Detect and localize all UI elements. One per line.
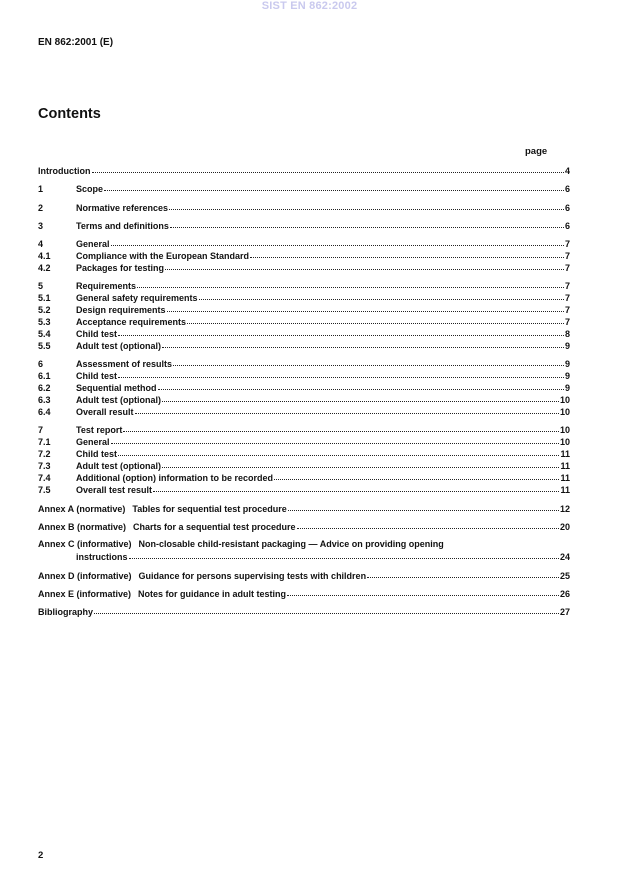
toc-entry-number: 2 xyxy=(38,203,44,213)
dot-leader xyxy=(94,604,559,614)
toc-entry-number: 5.3 xyxy=(38,317,51,327)
toc-entry-page: 7 xyxy=(564,263,570,273)
toc-entry-number: 4.2 xyxy=(38,263,51,273)
toc-entry-number: 4.1 xyxy=(38,251,51,261)
toc-entry[interactable] xyxy=(38,201,570,213)
dot-leader xyxy=(118,446,559,456)
toc-entry-number: 7.5 xyxy=(38,485,51,495)
dot-leader xyxy=(167,302,564,312)
watermark: SIST EN 862:2002 xyxy=(261,0,358,12)
toc-entry-title: Terms and definitions xyxy=(76,221,169,231)
dot-leader xyxy=(118,326,564,336)
dot-leader xyxy=(118,368,564,378)
toc-entry-page: 9 xyxy=(564,359,570,369)
toc-entry-page: 6 xyxy=(564,203,570,213)
toc-entry-number: 6.2 xyxy=(38,383,51,393)
toc-entry[interactable] xyxy=(38,405,570,417)
dot-leader xyxy=(287,586,559,596)
contents-title: Contents xyxy=(38,106,101,122)
dot-leader xyxy=(199,290,564,300)
toc-entry-title: Adult test (optional) xyxy=(76,395,161,405)
dot-leader xyxy=(162,392,559,402)
annex-title: Charts for a sequential test procedure xyxy=(133,522,296,532)
toc-entry-title: Child test xyxy=(76,371,118,381)
toc-entry-number: 7.4 xyxy=(38,473,51,483)
annex-title: Tables for sequential test procedure xyxy=(132,504,287,514)
toc-entry-number: 6.4 xyxy=(38,407,51,417)
dot-leader xyxy=(153,482,559,492)
toc-entry-title: Overall test result xyxy=(76,485,153,495)
toc-entry-title: General xyxy=(76,239,110,249)
annex-label: Annex B (normative) xyxy=(38,522,127,532)
toc-entry-number: 5.1 xyxy=(38,293,51,303)
annex-title: Notes for guidance in adult testing xyxy=(138,589,287,599)
annex-label: Annex C (informative) xyxy=(38,539,132,549)
toc-entry-page: 25 xyxy=(559,571,570,581)
toc-entry[interactable] xyxy=(38,182,570,194)
toc-entry-title: Adult test (optional) xyxy=(76,341,161,351)
toc-entry-page: 26 xyxy=(559,589,570,599)
document-id: EN 862:2001 (E) xyxy=(38,37,114,48)
toc-annex-d[interactable] xyxy=(38,569,570,581)
toc-entry-title: Design requirements xyxy=(76,305,166,315)
dot-leader xyxy=(288,501,559,511)
toc-entry-page: 7 xyxy=(564,305,570,315)
toc-entry-page: 24 xyxy=(559,552,570,562)
dot-leader xyxy=(129,549,559,559)
toc-entry-page: 7 xyxy=(564,281,570,291)
dot-leader xyxy=(165,260,564,270)
dot-leader xyxy=(169,200,564,210)
toc-entry-number: 7.2 xyxy=(38,449,51,459)
toc-entry-page: 10 xyxy=(559,425,570,435)
annex-title: Guidance for persons supervising tests with children xyxy=(138,571,367,581)
toc-entry-title: Adult test (optional) xyxy=(76,461,161,471)
toc-entry-page: 6 xyxy=(564,221,570,231)
page-column-header: page xyxy=(525,146,548,157)
dot-leader xyxy=(367,568,559,578)
toc-entry-number: 4 xyxy=(38,239,44,249)
dot-leader xyxy=(123,422,559,432)
toc-annex-e[interactable] xyxy=(38,587,570,599)
toc-entry-number: 6 xyxy=(38,359,44,369)
dot-leader xyxy=(274,470,559,480)
toc-entry-number: 7 xyxy=(38,425,44,435)
toc-entry-page: 10 xyxy=(559,395,570,405)
toc-entry-title: Test report xyxy=(76,425,123,435)
toc-entry-page: 11 xyxy=(560,473,570,483)
toc-entry-title: Introduction xyxy=(38,166,91,176)
toc-entry-page: 7 xyxy=(564,239,570,249)
annex-title-continuation: instructions xyxy=(76,552,128,562)
toc-entry-number: 6.3 xyxy=(38,395,51,405)
toc-entry-page: 9 xyxy=(564,341,570,351)
toc-entry-number: 6.1 xyxy=(38,371,51,381)
toc-annex-c-continuation[interactable] xyxy=(76,550,570,562)
toc-entry-page: 4 xyxy=(564,166,570,176)
annex-label: Annex A (normative) xyxy=(38,504,126,514)
toc-entry-title: Additional (option) information to be recorded xyxy=(76,473,273,483)
toc-entry-title: Compliance with the European Standard xyxy=(76,251,250,261)
toc-entry-title: Sequential method xyxy=(76,383,157,393)
toc-entry-page: 27 xyxy=(559,607,570,617)
dot-leader xyxy=(250,248,564,258)
toc-entry-title: Packages for testing xyxy=(76,263,165,273)
toc-entry-page: 9 xyxy=(564,371,570,381)
dot-leader xyxy=(111,236,564,246)
dot-leader xyxy=(162,458,559,468)
dot-leader xyxy=(297,519,559,529)
dot-leader xyxy=(170,218,564,228)
toc-entry-page: 20 xyxy=(559,522,570,532)
toc-annex-a[interactable] xyxy=(38,502,570,514)
toc-entry-page: 9 xyxy=(564,383,570,393)
toc-entry-title: Child test xyxy=(76,449,118,459)
toc-entry-title: Acceptance requirements xyxy=(76,317,187,327)
dot-leader xyxy=(104,181,564,191)
toc-entry-title: Bibliography xyxy=(38,607,94,617)
toc-entry-title: General xyxy=(76,437,110,447)
toc-entry-page: 11 xyxy=(560,485,570,495)
toc-entry-title: General safety requirements xyxy=(76,293,198,303)
toc-entry-title: Child test xyxy=(76,329,118,339)
toc-entry-title: Assessment of results xyxy=(76,359,173,369)
dot-leader xyxy=(92,163,564,173)
toc-entry-number: 7.3 xyxy=(38,461,51,471)
toc-entry-number: 5 xyxy=(38,281,44,291)
toc-entry-page: 7 xyxy=(564,293,570,303)
dot-leader xyxy=(135,404,559,414)
dot-leader xyxy=(173,356,564,366)
annex-label: Annex E (informative) xyxy=(38,589,132,599)
annex-label: Annex D (informative) xyxy=(38,571,132,581)
toc-entry-page: 10 xyxy=(559,407,570,417)
dot-leader xyxy=(111,434,559,444)
toc-entry-page: 11 xyxy=(560,461,570,471)
toc-entry-number: 5.4 xyxy=(38,329,51,339)
page-number: 2 xyxy=(38,850,44,861)
toc-entry-number: 7.1 xyxy=(38,437,51,447)
toc-bibliography[interactable] xyxy=(38,605,570,617)
toc-entry[interactable] xyxy=(38,219,570,231)
toc-entry[interactable] xyxy=(38,483,570,495)
toc-entry-number: 5.2 xyxy=(38,305,51,315)
toc-entry-page: 8 xyxy=(564,329,570,339)
toc-entry-title: Scope xyxy=(76,184,104,194)
toc-annex-b[interactable] xyxy=(38,520,570,532)
toc-entry-title: Requirements xyxy=(76,281,137,291)
dot-leader xyxy=(187,314,564,324)
toc-entry-page: 10 xyxy=(559,437,570,447)
toc-entry-page: 11 xyxy=(560,449,570,459)
toc-entry-title: Normative references xyxy=(76,203,169,213)
dot-leader xyxy=(137,278,564,288)
toc-entry-page: 7 xyxy=(564,251,570,261)
toc-entry-number: 3 xyxy=(38,221,44,231)
toc-entry[interactable] xyxy=(38,339,570,351)
toc-entry[interactable] xyxy=(38,261,570,273)
dot-leader xyxy=(162,338,564,348)
toc-entry-page: 6 xyxy=(564,184,570,194)
toc-entry-number: 1 xyxy=(38,184,44,194)
dot-leader xyxy=(158,380,564,390)
toc-entry-introduction[interactable] xyxy=(38,164,570,176)
toc-entry-number: 5.5 xyxy=(38,341,51,351)
toc-entry-title: Overall result xyxy=(76,407,134,417)
toc-entry-page: 7 xyxy=(564,317,570,327)
annex-title: Non-closable child-resistant packaging — Advice on providing opening xyxy=(138,539,444,549)
toc-entry-page: 12 xyxy=(559,504,570,514)
